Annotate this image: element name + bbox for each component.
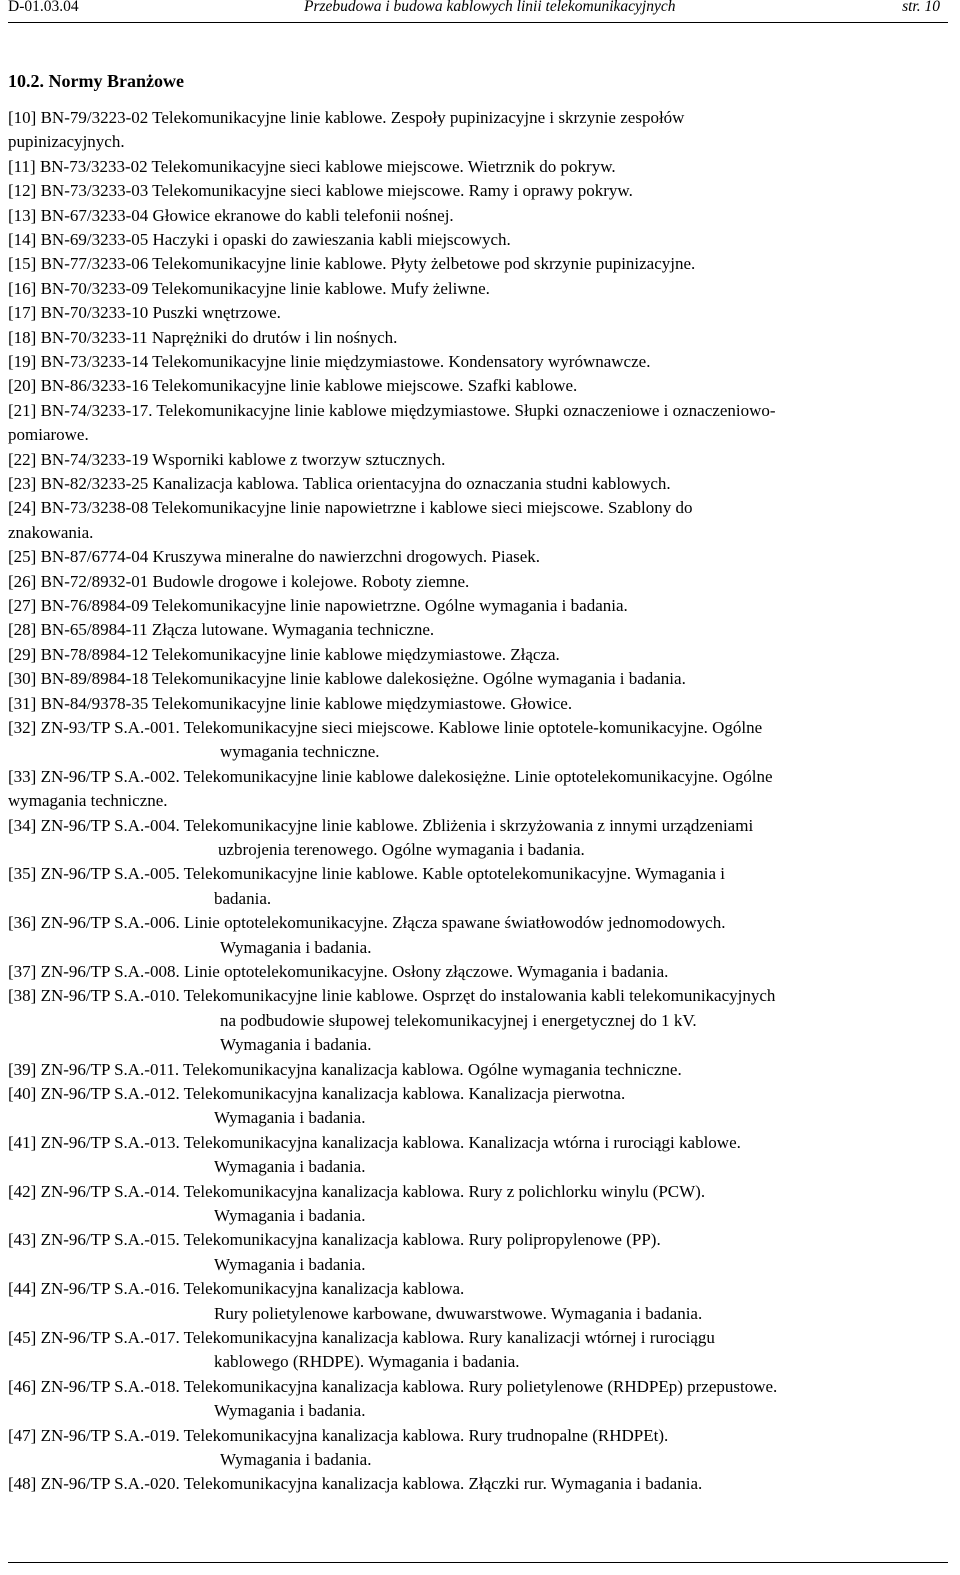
reference-item — [8, 765, 953, 814]
reference-text: [32] ZN-93/TP S.A.-001. Telekomunikacyjne sieci miejscowe. Kablowe linie optotele-komunikacyjne. Ogólne — [8, 718, 763, 737]
section-title: 10.2. Normy Branżowe — [8, 71, 184, 91]
reference-continuation: znakowania. — [8, 522, 94, 542]
reference-item — [8, 252, 953, 276]
reference-text: [28] BN-65/8984-11 Złącza lutowane. Wymagania techniczne. — [8, 620, 435, 640]
reference-continuation: Wymagania i badania. — [220, 1450, 372, 1469]
reference-item — [8, 472, 953, 496]
reference-text: [21] BN-74/3233-17. Telekomunikacyjne linie kablowe międzymiastowe. Słupki oznaczeniowe i oznaczeniowo- — [8, 400, 776, 420]
reference-text: [48] ZN-96/TP S.A.-020. Telekomunikacyjna kanalizacja kablowa. Złączki rur. Wymagania i badania. — [8, 1474, 703, 1494]
reference-item — [8, 1082, 953, 1131]
reference-item — [8, 814, 953, 863]
reference-text: [42] ZN-96/TP S.A.-014. Telekomunikacyjna kanalizacja kablowa. Rury z polichlorku winylu (PCW). — [8, 1181, 706, 1201]
reference-item — [8, 179, 953, 203]
reference-item — [8, 374, 953, 398]
reference-continuation: pomiarowe. — [8, 425, 89, 445]
reference-item — [8, 984, 953, 1057]
reference-text: [38] ZN-96/TP S.A.-010. Telekomunikacyjne linie kablowe. Osprzęt do instalowania kabli telekomunikacyjnych — [8, 986, 776, 1006]
reference-item — [8, 1424, 953, 1473]
reference-continuation: Wymagania i badania. — [220, 937, 372, 957]
reference-item — [8, 618, 953, 642]
reference-item — [8, 545, 953, 569]
reference-text: [31] BN-84/9378-35 Telekomunikacyjne linie kablowe międzymiastowe. Głowice. — [8, 693, 573, 713]
reference-text: [26] BN-72/8932-01 Budowle drogowe i kolejowe. Roboty ziemne. — [8, 571, 470, 591]
reference-continuation: uzbrojenia terenowego. Ogólne wymagania i badania. — [218, 840, 585, 859]
reference-text: [34] ZN-96/TP S.A.-004. Telekomunikacyjne linie kablowe. Zbliżenia i skrzyżowania z innymi urządzeniami — [8, 815, 754, 835]
reference-continuation: Wymagania i badania. — [214, 1206, 366, 1225]
reference-text: [17] BN-70/3233-10 Puszki wnętrzowe. — [8, 303, 281, 323]
reference-text: [10] BN-79/3223-02 Telekomunikacyjne linie kablowe. Zespoły pupinizacyjne i skrzynie zespołów — [8, 108, 685, 127]
reference-item — [8, 643, 953, 667]
reference-text: [13] BN-67/3233-04 Głowice ekranowe do kabli telefonii nośnej. — [8, 205, 454, 225]
reference-text: [24] BN-73/3238-08 Telekomunikacyjne linie napowietrzne i kablowe sieci miejscowe. Szablony do — [8, 498, 693, 518]
reference-item — [8, 1326, 953, 1375]
reference-text: [33] ZN-96/TP S.A.-002. Telekomunikacyjne linie kablowe dalekosiężne. Linie optotelekomunikacyjne. Ogólne — [8, 766, 773, 786]
reference-item — [8, 1058, 953, 1082]
reference-text: [16] BN-70/3233-09 Telekomunikacyjne linie kablowe. Mufy żeliwne. — [8, 278, 490, 298]
reference-text: [41] ZN-96/TP S.A.-013. Telekomunikacyjna kanalizacja kablowa. Kanalizacja wtórna i rurociągi kablowe. — [8, 1132, 741, 1152]
reference-item — [8, 350, 953, 374]
reference-text: [22] BN-74/3233-19 Wsporniki kablowe z tworzyw sztucznych. — [8, 449, 446, 469]
page-number: str. 10 — [902, 0, 940, 15]
document-title: Przebudowa i budowa kablowych linii telekomunikacyjnych — [304, 0, 676, 15]
reference-text: [15] BN-77/3233-06 Telekomunikacyjne linie kablowe. Płyty żelbetowe pod skrzynie pupinizacyjne. — [8, 254, 696, 274]
reference-item — [8, 448, 953, 472]
reference-continuation: wymagania techniczne. — [220, 742, 380, 762]
reference-item — [8, 1375, 953, 1424]
reference-text: [20] BN-86/3233-16 Telekomunikacyjne linie kablowe miejscowe. Szafki kablowe. — [8, 376, 578, 396]
reference-continuation: kablowego (RHDPE). Wymagania i badania. — [214, 1352, 520, 1372]
reference-item — [8, 1472, 953, 1496]
reference-text: [45] ZN-96/TP S.A.-017. Telekomunikacyjna kanalizacja kablowa. Rury kanalizacji wtórnej i rurociągu — [8, 1328, 715, 1347]
reference-item — [8, 1180, 953, 1229]
reference-continuation: Wymagania i badania. — [214, 1157, 366, 1177]
reference-continuation: Wymagania i badania. — [220, 1035, 372, 1055]
reference-item — [8, 326, 953, 350]
reference-item — [8, 1277, 953, 1326]
reference-continuation: Rury polietylenowe karbowane, dwuwarstwowe. Wymagania i badania. — [214, 1303, 703, 1323]
reference-item — [8, 106, 953, 155]
reference-text: [43] ZN-96/TP S.A.-015. Telekomunikacyjna kanalizacja kablowa. Rury polipropylenowe (PP). — [8, 1230, 661, 1250]
reference-text: [30] BN-89/8984-18 Telekomunikacyjne linie kablowe dalekosiężne. Ogólne wymagania i badania. — [8, 669, 686, 689]
reference-item — [8, 204, 953, 228]
reference-text: [12] BN-73/3233-03 Telekomunikacyjne sieci kablowe miejscowe. Ramy i oprawy pokryw. — [8, 181, 633, 201]
reference-text: [11] BN-73/3233-02 Telekomunikacyjne sieci kablowe miejscowe. Wietrznik do pokryw. — [8, 156, 616, 176]
reference-text: [18] BN-70/3233-11 Naprężniki do drutów i lin nośnych. — [8, 327, 398, 347]
footer-rule — [8, 1562, 948, 1563]
reference-item — [8, 399, 953, 448]
reference-continuation: Wymagania i badania. — [214, 1401, 366, 1421]
reference-item — [8, 496, 953, 545]
reference-text: [25] BN-87/6774-04 Kruszywa mineralne do nawierzchni drogowych. Piasek. — [8, 547, 541, 567]
reference-item — [8, 960, 953, 984]
reference-text: [27] BN-76/8984-09 Telekomunikacyjne linie napowietrzne. Ogólne wymagania i badania. — [8, 596, 628, 615]
reference-text: [44] ZN-96/TP S.A.-016. Telekomunikacyjna kanalizacja kablowa. — [8, 1279, 465, 1299]
document-code: D-01.03.04 — [8, 0, 79, 15]
reference-item — [8, 862, 953, 911]
reference-text: [19] BN-73/3233-14 Telekomunikacyjne linie międzymiastowe. Kondensatory wyrównawcze. — [8, 352, 651, 371]
reference-text: [39] ZN-96/TP S.A.-011. Telekomunikacyjna kanalizacja kablowa. Ogólne wymagania techniczne. — [8, 1059, 682, 1079]
reference-continuation: na podbudowie słupowej telekomunikacyjnej i energetycznej do 1 kV. — [220, 1010, 697, 1030]
reference-continuation: Wymagania i badania. — [214, 1108, 366, 1128]
reference-item — [8, 1131, 953, 1180]
reference-item — [8, 667, 953, 691]
reference-item — [8, 570, 953, 594]
reference-text: [40] ZN-96/TP S.A.-012. Telekomunikacyjna kanalizacja kablowa. Kanalizacja pierwotna. — [8, 1084, 626, 1103]
reference-item — [8, 228, 953, 252]
reference-continuation: badania. — [214, 888, 272, 908]
reference-text: [46] ZN-96/TP S.A.-018. Telekomunikacyjna kanalizacja kablowa. Rury polietylenowe (RHDPEp) przepustowe. — [8, 1376, 778, 1396]
page-header — [8, 0, 948, 23]
reference-item — [8, 594, 953, 618]
reference-text: [29] BN-78/8984-12 Telekomunikacyjne linie kablowe międzymiastowe. Złącza. — [8, 644, 560, 664]
reference-item — [8, 301, 953, 325]
reference-text: [23] BN-82/3233-25 Kanalizacja kablowa. Tablica orientacyjna do oznaczania studni kablowych. — [8, 474, 671, 493]
reference-item — [8, 911, 953, 960]
reference-item — [8, 155, 953, 179]
reference-continuation: wymagania techniczne. — [8, 791, 168, 811]
reference-text: [36] ZN-96/TP S.A.-006. Linie optotelekomunikacyjne. Złącza spawane światłowodów jednomodowych. — [8, 913, 726, 933]
reference-continuation: Wymagania i badania. — [214, 1254, 366, 1274]
reference-continuation: pupinizacyjnych. — [8, 132, 125, 152]
reference-text: [35] ZN-96/TP S.A.-005. Telekomunikacyjne linie kablowe. Kable optotelekomunikacyjne. Wymagania i — [8, 864, 725, 884]
reference-item — [8, 277, 953, 301]
reference-text: [14] BN-69/3233-05 Haczyki i opaski do zawieszania kabli miejscowych. — [8, 230, 511, 249]
reference-text: [37] ZN-96/TP S.A.-008. Linie optotelekomunikacyjne. Osłony złączowe. Wymagania i badania. — [8, 962, 669, 981]
reference-item — [8, 1228, 953, 1277]
reference-text: [47] ZN-96/TP S.A.-019. Telekomunikacyjna kanalizacja kablowa. Rury trudnopalne (RHDPEt). — [8, 1425, 669, 1445]
reference-item — [8, 716, 953, 765]
reference-item — [8, 692, 953, 716]
